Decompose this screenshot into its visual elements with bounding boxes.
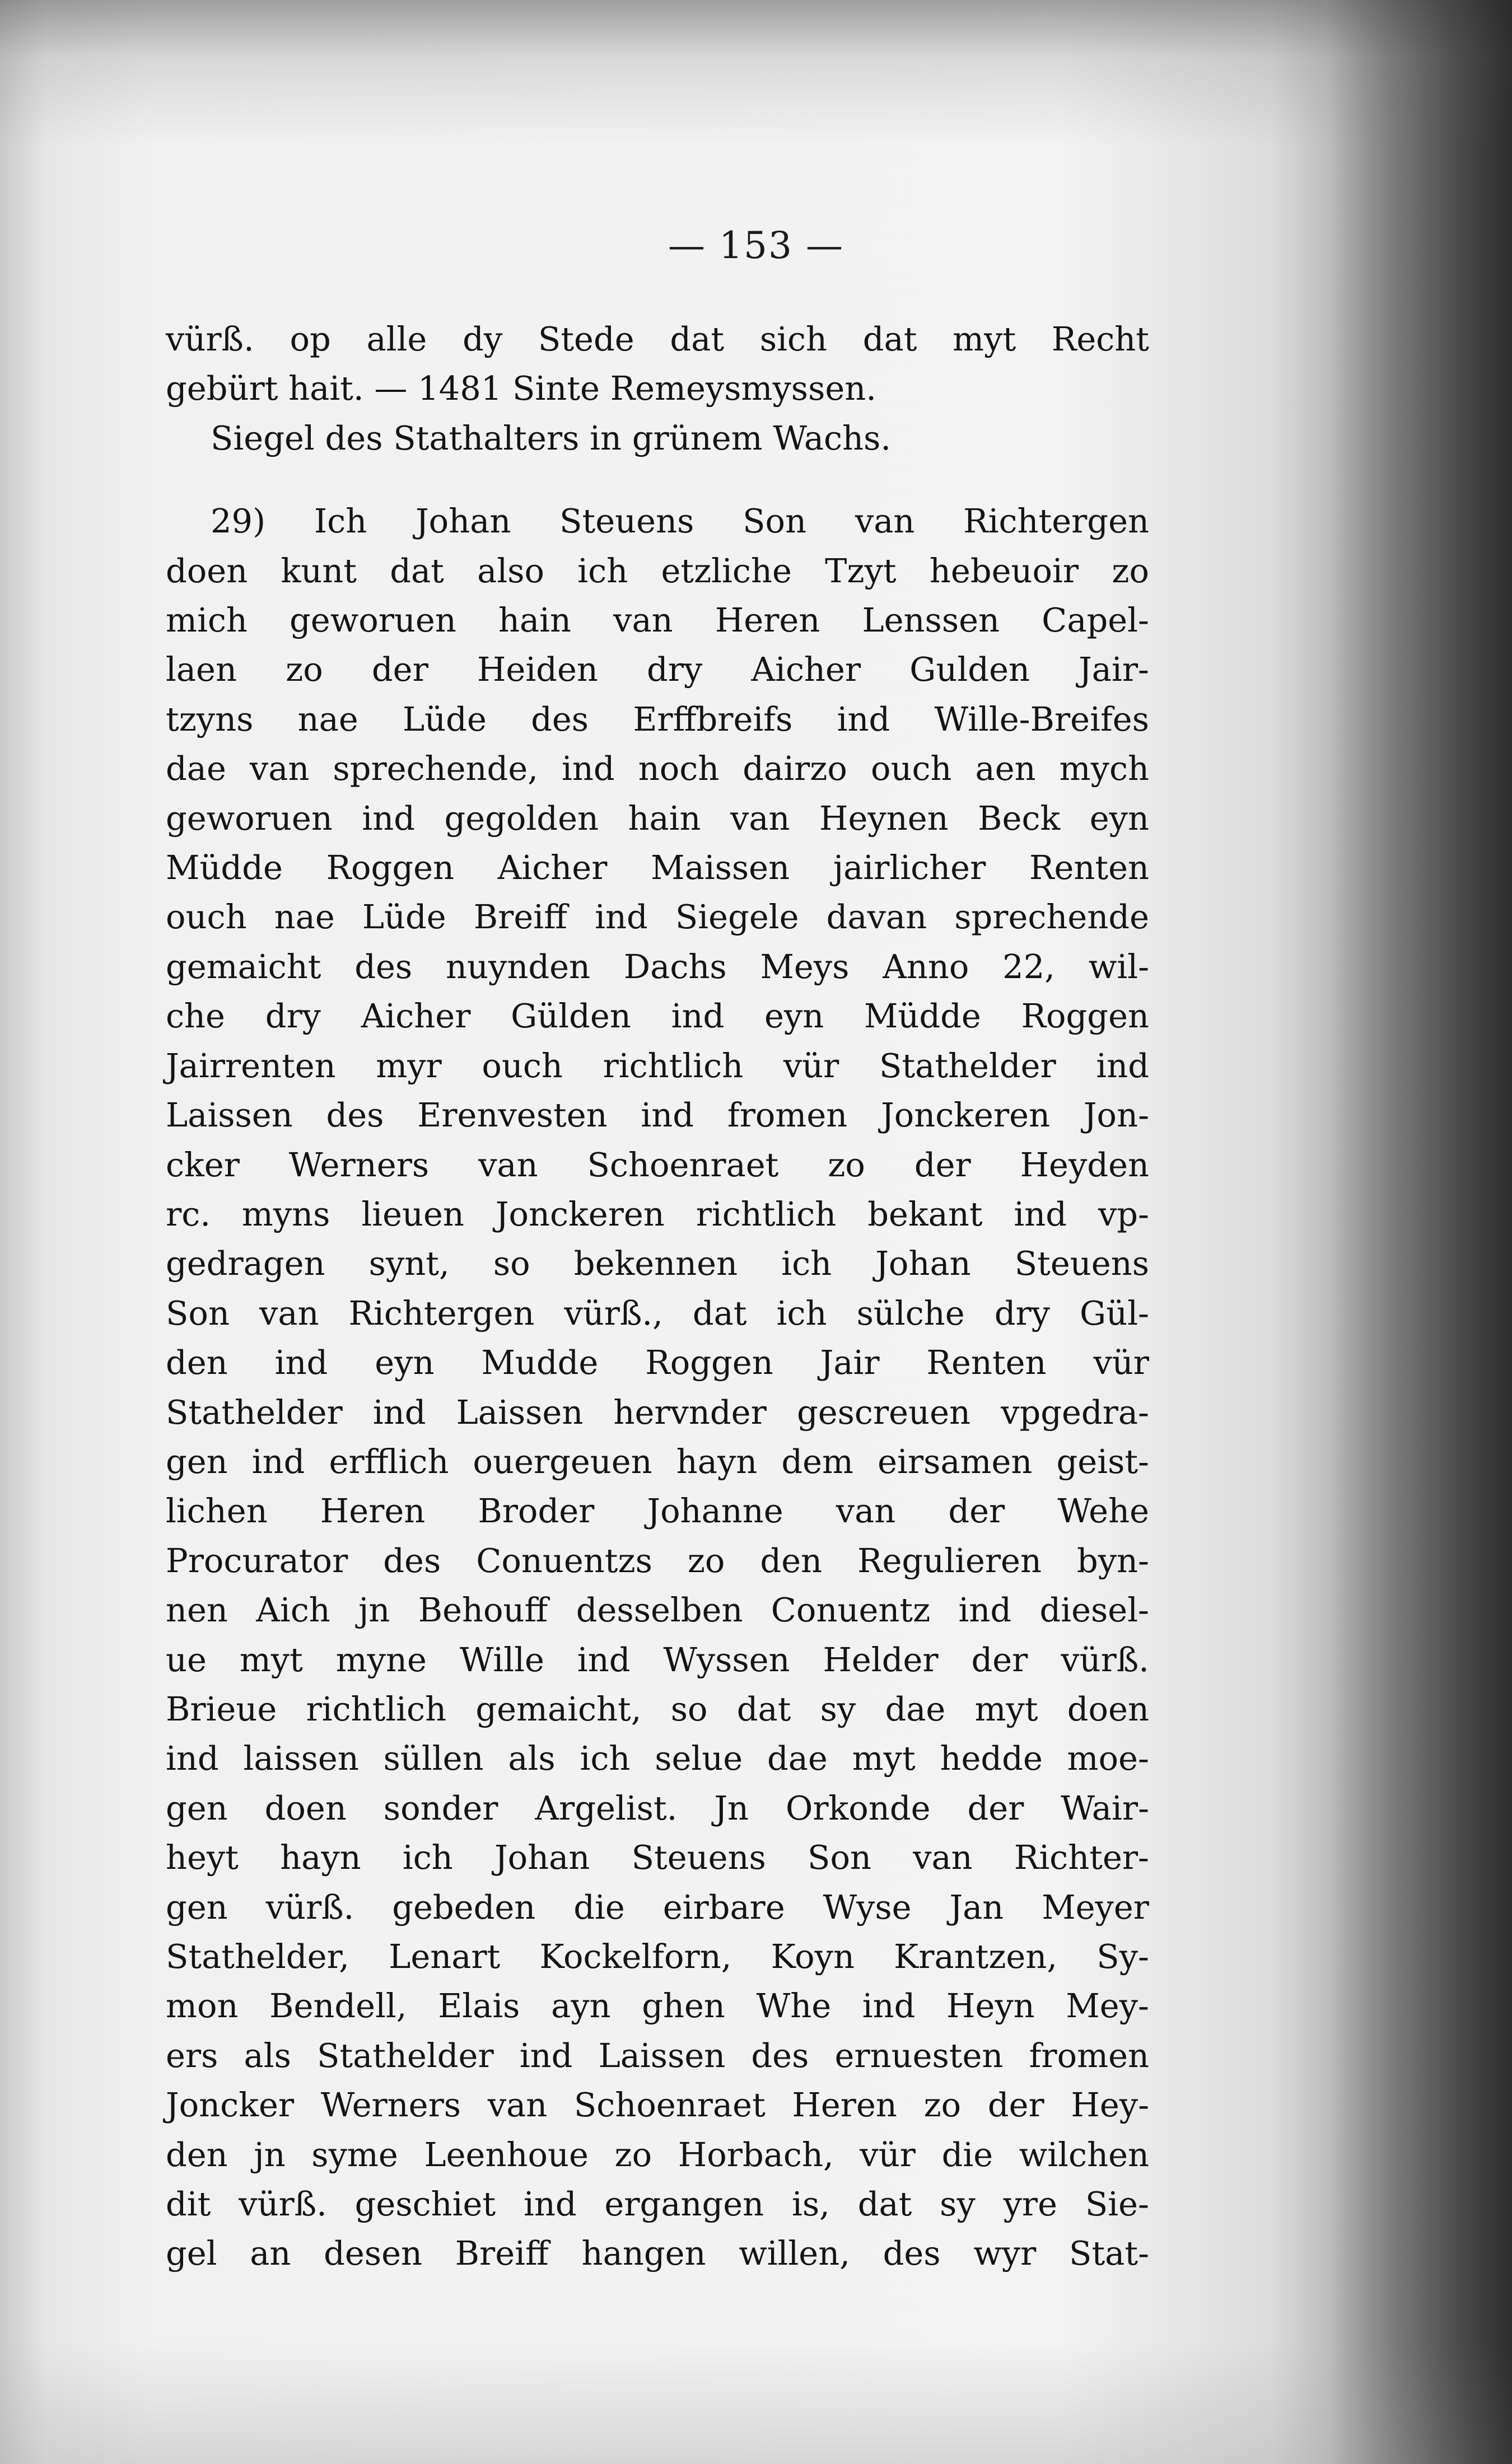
text-line: rc. myns lieuen Jonckeren richtlich bekant ind vp- xyxy=(166,1194,1149,1233)
binding-edge-shadow xyxy=(1327,0,1512,2464)
text-line: geworuen ind gegolden hain van Heynen Beck eyn xyxy=(166,798,1149,838)
text-line: gen vürß. gebeden die eirbare Wyse Jan Meyer xyxy=(166,1887,1149,1927)
text-line: mon Bendell, Elais ayn ghen Whe ind Heyn Mey- xyxy=(166,1986,1149,2026)
text-line: gemaicht des nuynden Dachs Meys Anno 22, wil- xyxy=(166,947,1149,986)
text-line: gebürt hait. — 1481 Sinte Remeysmyssen. xyxy=(166,369,877,408)
top-shadow xyxy=(0,0,1512,146)
text-line: Laissen des Erenvesten ind fromen Jonckeren Jon- xyxy=(166,1096,1149,1135)
text-line: laen zo der Heiden dry Aicher Gulden Jair- xyxy=(166,650,1149,689)
text-line: tzyns nae Lüde des Erffbreifs ind Wille-Breifes xyxy=(166,699,1149,738)
text-line: nen Aich jn Behouff desselben Conuentz ind diesel- xyxy=(166,1591,1149,1630)
text-line: dae van sprechende, ind noch dairzo ouch aen mych xyxy=(166,749,1149,788)
text-line: gedragen synt, so bekennen ich Johan Steuens xyxy=(166,1244,1149,1283)
text-line: ue myt myne Wille ind Wyssen Helder der vürß. xyxy=(166,1640,1149,1679)
text-line: Siegel des Stathalters in grünem Wachs. xyxy=(211,418,892,457)
text-line: Procurator des Conuentzs zo den Regulieren byn- xyxy=(166,1541,1149,1580)
text-line: dit vürß. geschiet ind ergangen is, dat sy yre Sie- xyxy=(166,2185,1149,2224)
text-line: mich geworuen hain van Heren Lenssen Capel- xyxy=(166,601,1149,640)
text-line: gen ind erfflich ouergeuen hayn dem eirsamen geist- xyxy=(166,1442,1149,1481)
text-line: Jairrenten myr ouch richtlich vür Stathelder ind xyxy=(166,1046,1149,1085)
text-line: Son van Richtergen vürß., dat ich sülche dry Gül- xyxy=(166,1293,1149,1332)
text-line: ers als Stathelder ind Laissen des ernuesten fromen xyxy=(166,2036,1149,2075)
text-line: ind laissen süllen als ich selue dae myt hedde moe- xyxy=(166,1739,1149,1778)
text-line: gel an desen Breiff hangen willen, des wyr Stat- xyxy=(166,2234,1149,2273)
text-line: den ind eyn Mudde Roggen Jair Renten vür xyxy=(166,1343,1149,1382)
text-line: 29) Ich Johan Steuens Son van Richtergen xyxy=(211,502,1149,541)
paragraph-gap xyxy=(166,463,1149,497)
text-line: Stathelder ind Laissen hervnder gescreuen vpgedra- xyxy=(166,1392,1149,1432)
text-line: doen kunt dat also ich etzliche Tzyt hebeuoir zo xyxy=(166,551,1149,590)
text-line: lichen Heren Broder Johanne van der Wehe xyxy=(166,1492,1149,1531)
bottom-shadow xyxy=(0,2341,1512,2464)
text-line: vürß. op alle dy Stede dat sich dat myt Recht xyxy=(166,320,1149,358)
text-line: gen doen sonder Argelist. Jn Orkonde der Wair- xyxy=(166,1788,1149,1827)
text-line: Müdde Roggen Aicher Maissen jairlicher Renten xyxy=(166,848,1149,887)
page-number: — 153 — xyxy=(668,224,844,267)
text-line: den jn syme Leenhoue zo Horbach, vür die wilchen xyxy=(166,2135,1149,2174)
text-line: Stathelder, Lenart Kockelforn, Koyn Krantzen, Sy- xyxy=(166,1937,1149,1976)
text-line: cker Werners van Schoenraet zo der Heyden xyxy=(166,1145,1149,1184)
text-line: Joncker Werners van Schoenraet Heren zo der Hey- xyxy=(166,2086,1149,2125)
text-line: ouch nae Lüde Breiff ind Siegele davan sprechende xyxy=(166,897,1149,937)
body-text xyxy=(166,315,1149,2279)
text-line: Brieue richtlich gemaicht, so dat sy dae myt doen xyxy=(166,1689,1149,1728)
text-line: che dry Aicher Gülden ind eyn Müdde Roggen xyxy=(166,997,1149,1036)
text-line: heyt hayn ich Johan Steuens Son van Richter- xyxy=(166,1838,1149,1877)
